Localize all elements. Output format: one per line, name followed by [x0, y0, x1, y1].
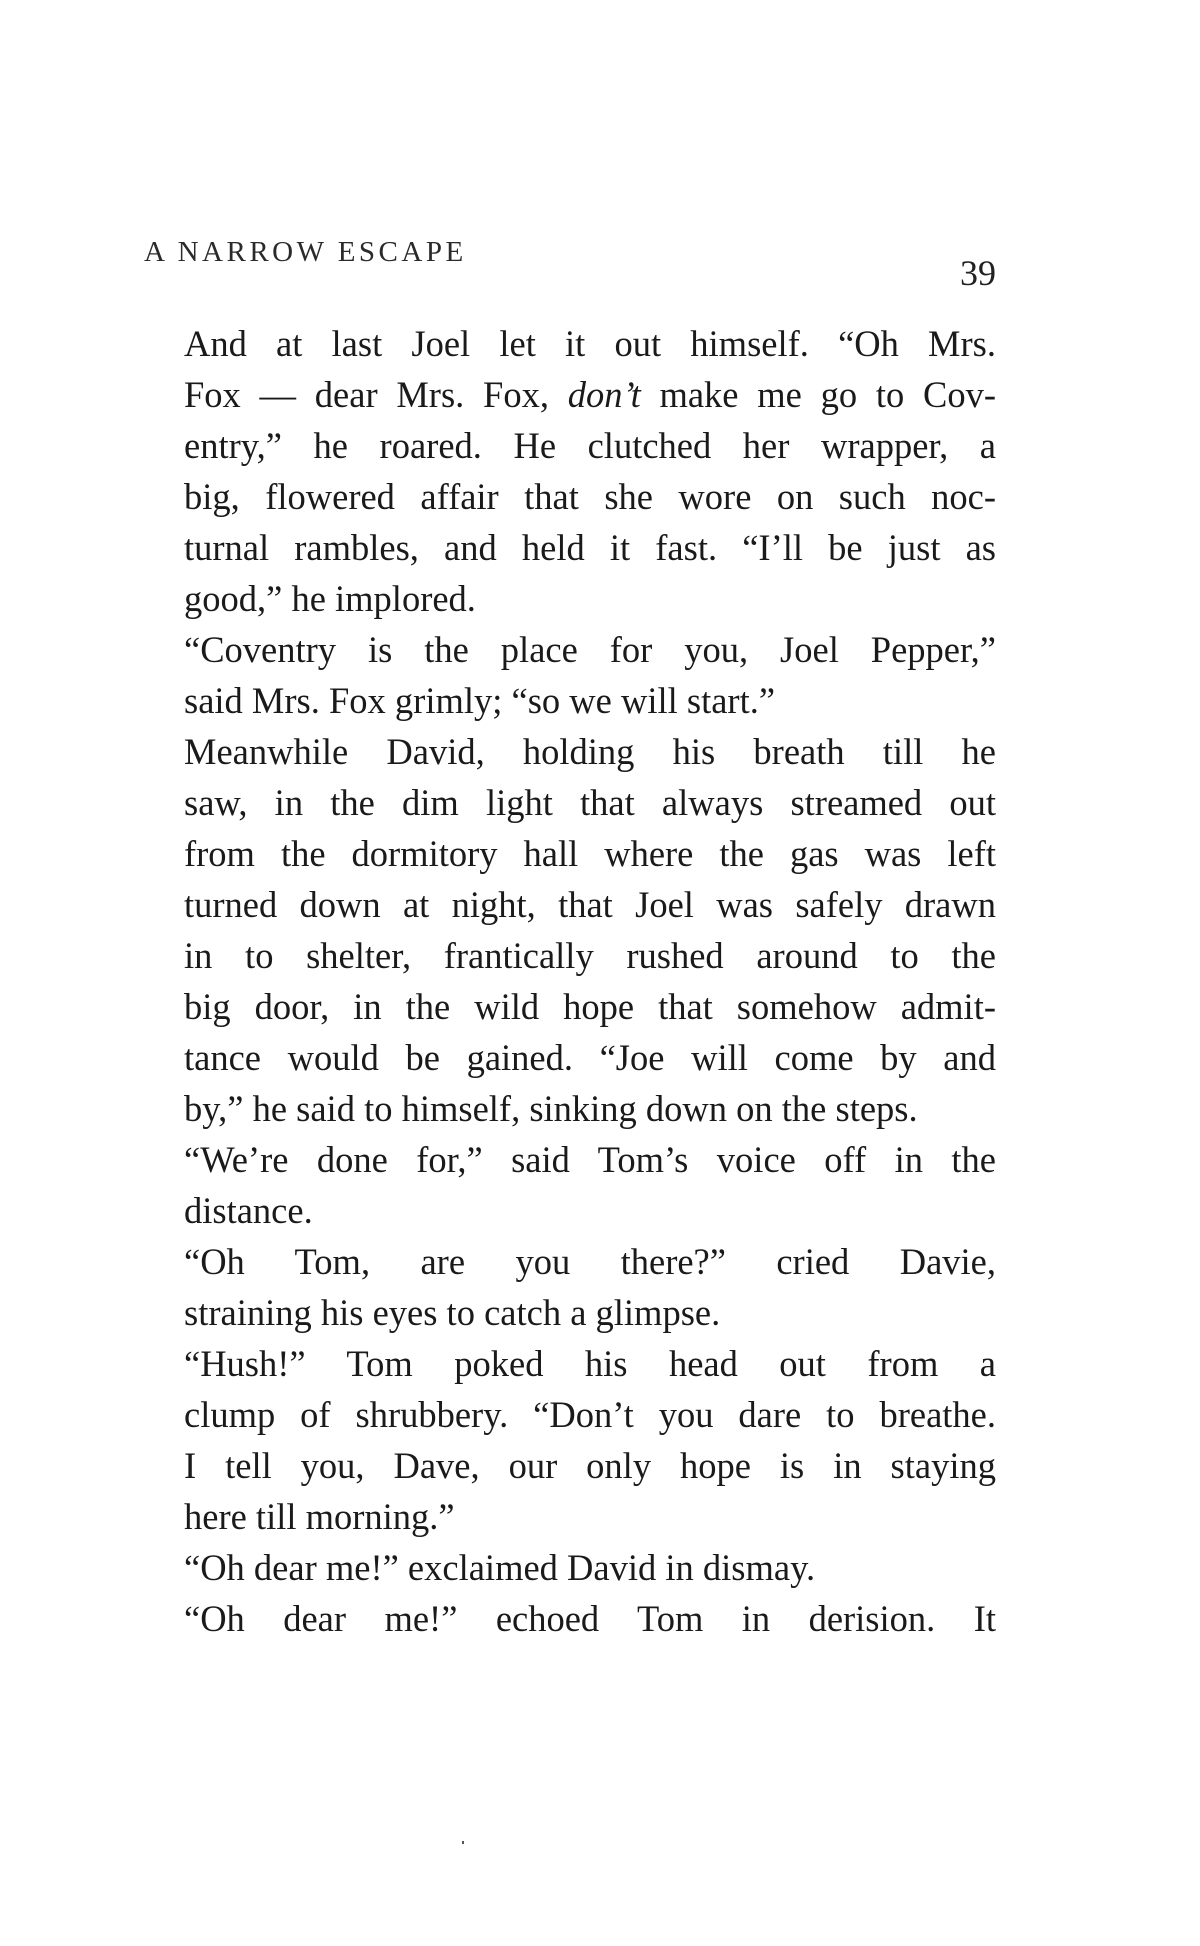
body-text: [144, 318, 996, 1644]
text-line: I tell you, Dave, our only hope is in staying: [184, 1445, 996, 1486]
text-line: distance.: [184, 1190, 313, 1231]
text-line: by,” he said to himself, sinking down on the steps.: [184, 1088, 918, 1129]
text-line: [144, 369, 996, 420]
paragraph: [144, 1593, 996, 1644]
text-line: from the dormitory hall where the gas was left: [184, 833, 996, 874]
text-line: “Oh Tom, are you there?” cried Davie,: [184, 1241, 996, 1282]
paragraph: [144, 1542, 996, 1593]
paragraph: [144, 1338, 996, 1542]
text-line: entry,” he roared. He clutched her wrapper, a: [184, 425, 996, 466]
paragraph: [144, 726, 996, 1134]
text-line: “We’re done for,” said Tom’s voice off in the: [184, 1139, 996, 1180]
paragraph: [144, 1134, 996, 1236]
text-line: straining his eyes to catch a glimpse.: [184, 1292, 721, 1333]
paragraph: [144, 318, 996, 624]
text-line: turnal rambles, and held it fast. “I’ll be just as: [184, 527, 996, 568]
text-line: here till morning.”: [184, 1496, 455, 1537]
paragraph: [144, 624, 996, 726]
text-segment: make me go to Cov-: [640, 374, 996, 415]
text-line: tance would be gained. “Joe will come by and: [184, 1037, 996, 1078]
text-segment: Fox — dear Mrs. Fox,: [184, 374, 568, 415]
text-line: big, flowered affair that she wore on such noc-: [184, 476, 996, 517]
text-line: And at last Joel let it out himself. “Oh Mrs.: [184, 323, 996, 364]
text-line: “Coventry is the place for you, Joel Pepper,”: [184, 629, 996, 670]
text-line: “Oh dear me!” echoed Tom in derision. It: [184, 1598, 996, 1639]
paragraph: [144, 1236, 996, 1338]
text-line: in to shelter, frantically rushed around to the: [184, 935, 996, 976]
text-line: saw, in the dim light that always streamed out: [184, 782, 996, 823]
text-line: good,” he implored.: [184, 578, 476, 619]
text-line: Meanwhile David, holding his breath till he: [184, 731, 996, 772]
page-number: 39: [960, 253, 996, 293]
page-header: [144, 236, 996, 296]
print-speck: [462, 1841, 464, 1844]
text-line: “Hush!” Tom poked his head out from a: [184, 1343, 996, 1384]
text-line: “Oh dear me!” exclaimed David in dismay.: [184, 1547, 816, 1588]
running-head: A NARROW ESCAPE: [144, 236, 467, 268]
text-line: clump of shrubbery. “Don’t you dare to breathe.: [184, 1394, 996, 1435]
text-line: big door, in the wild hope that somehow admit-: [184, 986, 996, 1027]
text-line: turned down at night, that Joel was safely drawn: [184, 884, 996, 925]
text-line: said Mrs. Fox grimly; “so we will start.”: [184, 680, 776, 721]
emphasis-text: don’t: [567, 374, 641, 415]
